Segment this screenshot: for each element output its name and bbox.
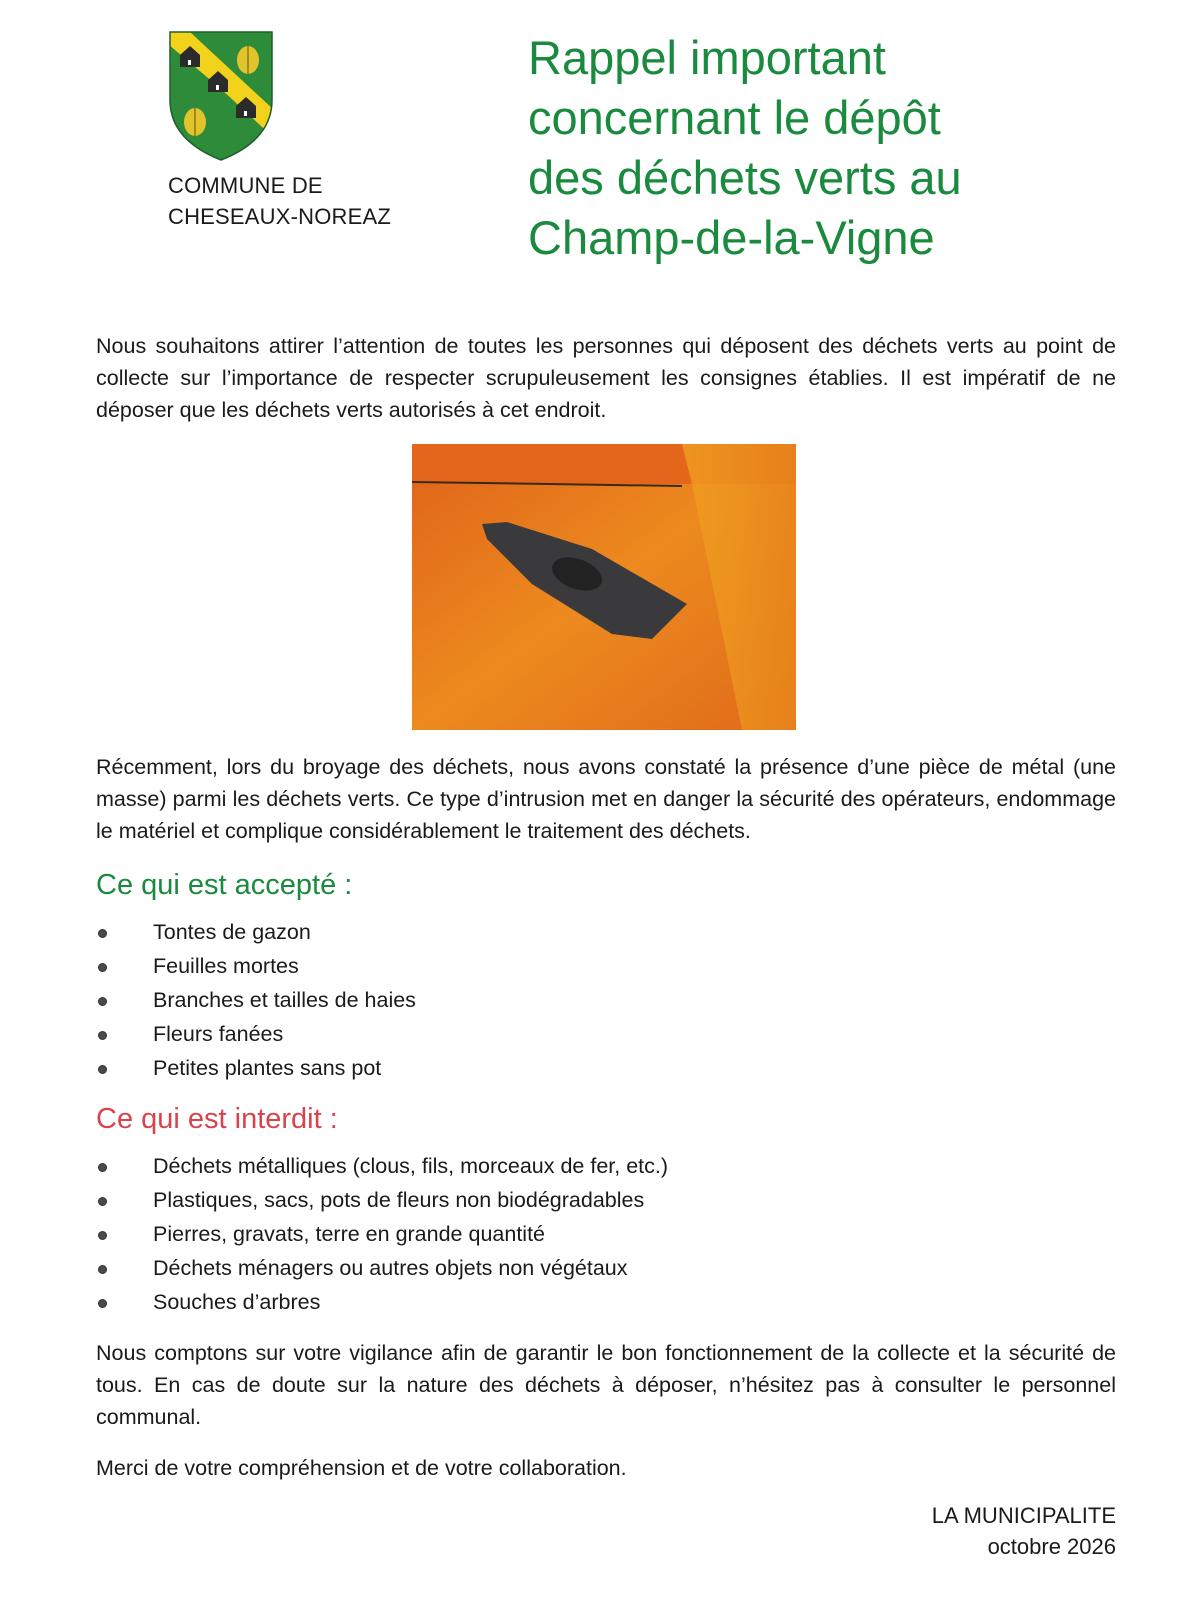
accepted-list — [96, 915, 416, 1085]
title-line: des déchets verts au — [528, 151, 962, 204]
sledgehammer-photo — [412, 444, 796, 730]
list-item — [96, 1149, 668, 1183]
intro-paragraph: Nous souhaitons attirer l’attention de toutes les personnes qui déposent des déchets verts au point de collecte sur l’importance de respecter scrupuleusement les consignes établies. Il est impératif de ne déposer que les déchets verts autorisés à cet endroit. — [96, 334, 1116, 422]
list-item — [96, 1285, 668, 1319]
title-line: Rappel important — [528, 31, 886, 84]
list-item-text: Tontes de gazon — [153, 920, 311, 944]
bullet-icon — [98, 1231, 107, 1240]
list-item-text: Pierres, gravats, terre en grande quantité — [153, 1222, 545, 1246]
commune-line-2: CHESEAUX-NOREAZ — [168, 204, 392, 229]
list-item-text: Déchets ménagers ou autres objets non végétaux — [153, 1256, 628, 1280]
list-item — [96, 1183, 668, 1217]
forbidden-heading: Ce qui est interdit : — [96, 1103, 338, 1135]
commune-line-1: COMMUNE DE — [168, 173, 323, 198]
forbidden-list — [96, 1149, 668, 1319]
list-item-text: Déchets métalliques (clous, fils, morceaux de fer, etc.) — [153, 1154, 669, 1178]
list-item-text: Branches et tailles de haies — [153, 988, 416, 1012]
list-item — [96, 1217, 668, 1251]
bullet-icon — [98, 997, 107, 1006]
bullet-icon — [98, 1031, 107, 1040]
signature-name: LA MUNICIPALITE — [931, 1503, 1116, 1528]
list-item — [96, 1051, 416, 1085]
list-item-text: Fleurs fanées — [153, 1022, 284, 1046]
list-item-text: Feuilles mortes — [153, 954, 299, 978]
incident-paragraph: Récemment, lors du broyage des déchets, nous avons constaté la présence d’une pièce de métal (une masse) parmi les déchets verts. Ce type d’intrusion met en danger la sécurité des opérateurs, endommage le matériel et complique considérablement le traitement des déchets. — [96, 755, 1116, 843]
list-item-text: Petites plantes sans pot — [153, 1056, 382, 1080]
signature-date: octobre 2026 — [987, 1534, 1116, 1559]
title-line: concernant le dépôt — [528, 91, 941, 144]
bullet-icon — [98, 1197, 107, 1206]
list-item-text: Souches d’arbres — [153, 1290, 321, 1314]
bullet-icon — [98, 1265, 107, 1274]
bullet-icon — [98, 1163, 107, 1172]
page-title — [528, 28, 1148, 268]
bullet-icon — [98, 1299, 107, 1308]
title-line: Champ-de-la-Vigne — [528, 211, 935, 264]
list-item — [96, 983, 416, 1017]
list-item — [96, 1251, 668, 1285]
list-item-text: Plastiques, sacs, pots de fleurs non biodégradables — [153, 1188, 645, 1212]
accepted-heading: Ce qui est accepté : — [96, 869, 353, 901]
closing-paragraph: Nous comptons sur votre vigilance afin de garantir le bon fonctionnement de la collecte et la sécurité de tous. En cas de doute sur la nature des déchets à déposer, n’hésitez pas à consulter le personnel communal. — [96, 1341, 1116, 1429]
coat-of-arms-logo — [168, 30, 274, 162]
bullet-icon — [98, 1065, 107, 1074]
list-item — [96, 949, 416, 983]
list-item — [96, 1017, 416, 1051]
bullet-icon — [98, 929, 107, 938]
thanks-paragraph: Merci de votre compréhension et de votre collaboration. — [96, 1456, 627, 1480]
bullet-icon — [98, 963, 107, 972]
list-item — [96, 915, 416, 949]
commune-name — [168, 170, 391, 232]
signature-block — [932, 1500, 1116, 1562]
